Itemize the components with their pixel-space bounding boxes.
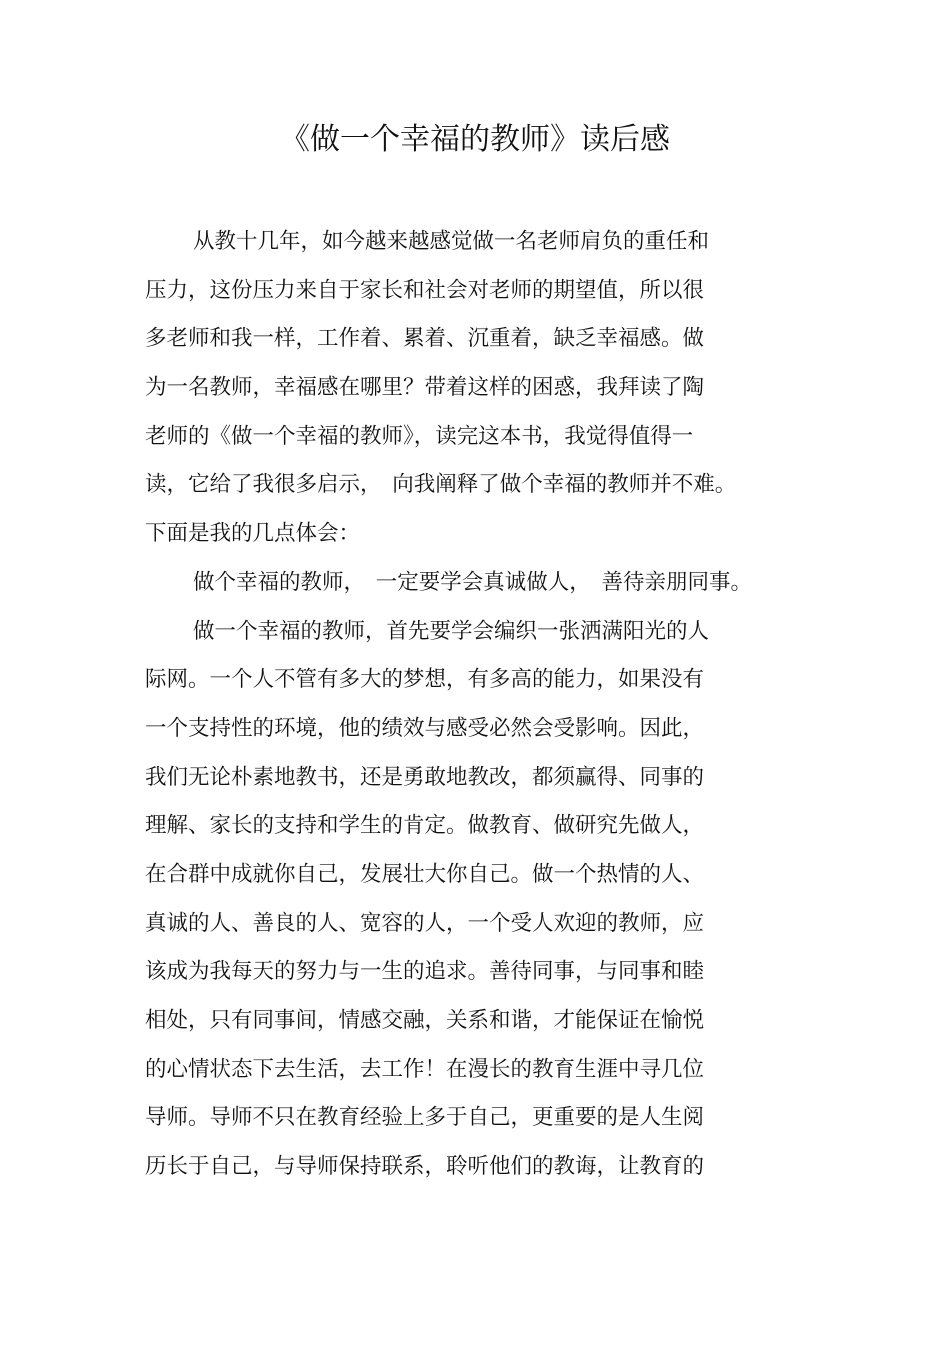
paragraph-line: 理解、家长的支持和学生的肯定。做教育、做研究先做人，	[145, 813, 705, 839]
paragraph-line: 历长于自己，与导师保持联系，聆听他们的教诲，让教育的	[145, 1154, 705, 1180]
document-title: 《做一个幸福的教师》读后感	[280, 122, 670, 157]
paragraph-line: 一个支持性的环境，他的绩效与感受必然会受影响。因此，	[145, 715, 705, 741]
paragraph-line: 真诚的人、善良的人、宽容的人，一个受人欢迎的教师，应	[145, 910, 705, 936]
paragraph-line: 做一个幸福的教师，首先要学会编织一张洒满阳光的人	[193, 618, 710, 644]
paragraph-line: 在合群中成就你自己，发展壮大你自己。做一个热情的人、	[145, 861, 705, 887]
paragraph-line: 相处，只有同事间，情感交融，关系和谐，才能保证在愉悦	[145, 1008, 705, 1033]
paragraph-line: 从教十几年，如今越来越感觉做一名老师肩负的重任和	[193, 229, 710, 254]
paragraph-line: 导师。导师不只在教育经验上多于自己，更重要的是人生阅	[145, 1105, 705, 1131]
paragraph-line: 该成为我每天的努力与一生的追求。善待同事，与同事和睦	[145, 959, 705, 985]
paragraph-line: 做个幸福的教师， 一定要学会真诚做人， 善待亲朋同事。	[193, 569, 753, 595]
paragraph-line: 下面是我的几点体会：	[145, 521, 361, 547]
paragraph-line: 我们无论朴素地教书，还是勇敢地教改，都须赢得、同事的	[145, 764, 705, 790]
paragraph-line: 为一名教师，幸福感在哪里？带着这样的困惑，我拜读了陶	[145, 375, 705, 401]
paragraph-line: 际网。一个人不管有多大的梦想，有多高的能力，如果没有	[145, 667, 705, 693]
paragraph-line: 多老师和我一样，工作着、累着、沉重着，缺乏幸福感。做	[145, 326, 705, 352]
document-body	[145, 222, 825, 1196]
paragraph-line: 读，它给了我很多启示， 向我阐释了做个幸福的教师并不难。	[145, 472, 737, 498]
paragraph-line: 的心情状态下去生活，去工作！在漫长的教育生涯中寻几位	[145, 1056, 705, 1082]
paragraph-line: 压力，这份压力来自于家长和社会对老师的期望值，所以很	[145, 277, 705, 303]
paragraph-line: 老师的《做一个幸福的教师》，读完这本书，我觉得值得一	[145, 423, 694, 449]
